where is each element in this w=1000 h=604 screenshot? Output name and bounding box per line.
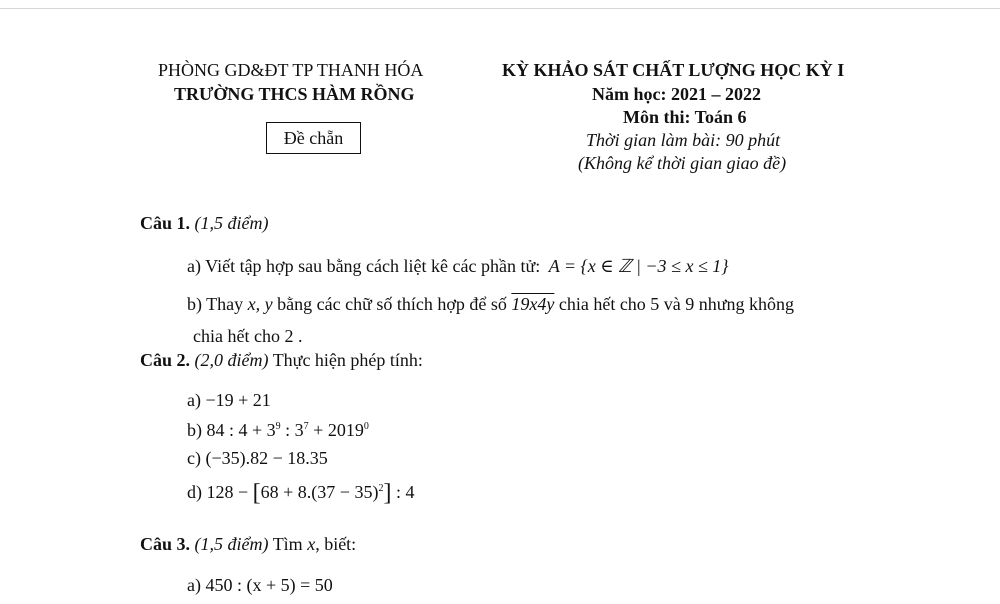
question-1b-number: 19x4y: [511, 294, 555, 314]
question-1a: [187, 256, 729, 277]
question-2a: a) −19 + 21: [187, 390, 271, 410]
variant-label: Đề chẵn: [283, 127, 344, 148]
variant-box: [266, 122, 361, 154]
subject: Môn thi: Toán 6: [623, 107, 747, 127]
question-2b-exp3: 0: [363, 421, 369, 432]
question-1-label: Câu 1.: [140, 213, 191, 233]
top-divider: [0, 8, 1000, 9]
exam-title: KỲ KHẢO SÁT CHẤT LƯỢNG HỌC KỲ I: [502, 60, 845, 80]
question-2b: [187, 420, 369, 441]
question-2b-text: b) 84 : 4 + 3: [187, 420, 276, 440]
question-2d: [187, 480, 414, 508]
question-2b-exp2: 7: [303, 421, 309, 432]
question-3-heading: [140, 534, 356, 555]
question-1b-suffix: chia hết cho 5 và 9 nhưng không: [558, 294, 795, 314]
school-year: Năm học: 2021 – 2022: [592, 84, 761, 104]
question-2d-end: : 4: [395, 482, 415, 502]
question-1-points: (1,5 điểm): [194, 213, 269, 233]
question-2-points: (2,0 điểm): [194, 350, 269, 370]
question-2-label: Câu 2.: [140, 350, 191, 370]
question-3-label: Câu 3.: [140, 534, 191, 554]
question-1a-text: a) Viết tập hợp sau bằng cách liệt kê các phần tử:: [187, 256, 541, 276]
question-2d-inner: 68 + 8.(37 − 35): [260, 482, 379, 502]
question-1b-prefix: b) Thay: [187, 294, 244, 314]
question-1a-set: A = {x ∈ ℤ | −3 ≤ x ≤ 1}: [548, 256, 729, 276]
left-bracket-icon: [: [252, 480, 261, 506]
question-2-instruction: Thực hiện phép tính:: [272, 350, 423, 370]
question-3-instruction: Tìm: [272, 534, 303, 554]
question-2-heading: [140, 350, 423, 371]
school-name: TRƯỜNG THCS HÀM RỒNG: [174, 84, 415, 104]
question-2b-mid: : 3: [280, 420, 304, 440]
question-2b-end: + 2019: [308, 420, 364, 440]
question-1b: [187, 294, 794, 315]
question-3-instruction-end: , biết:: [315, 534, 357, 554]
duration-note: (Không kể thời gian giao đề): [578, 153, 787, 173]
question-1b-line2: chia hết cho 2 .: [193, 326, 303, 346]
exam-duration: Thời gian làm bài: 90 phút: [586, 130, 781, 150]
question-3-var: x: [307, 534, 316, 554]
question-1b-vars: x, y: [247, 294, 273, 314]
question-2c: c) (−35).82 − 18.35: [187, 448, 328, 468]
right-bracket-icon: ]: [383, 480, 392, 506]
question-2d-exp: 2: [378, 483, 384, 494]
question-1-heading: [140, 213, 269, 234]
question-2d-text: d) 128 −: [187, 482, 249, 502]
question-3a: a) 450 : (x + 5) = 50: [187, 575, 333, 595]
question-3-points: (1,5 điểm): [194, 534, 269, 554]
question-1b-mid: bằng các chữ số thích hợp để số: [277, 294, 507, 314]
question-2b-exp1: 9: [275, 421, 281, 432]
department-name: PHÒNG GD&ĐT TP THANH HÓA: [158, 60, 424, 80]
